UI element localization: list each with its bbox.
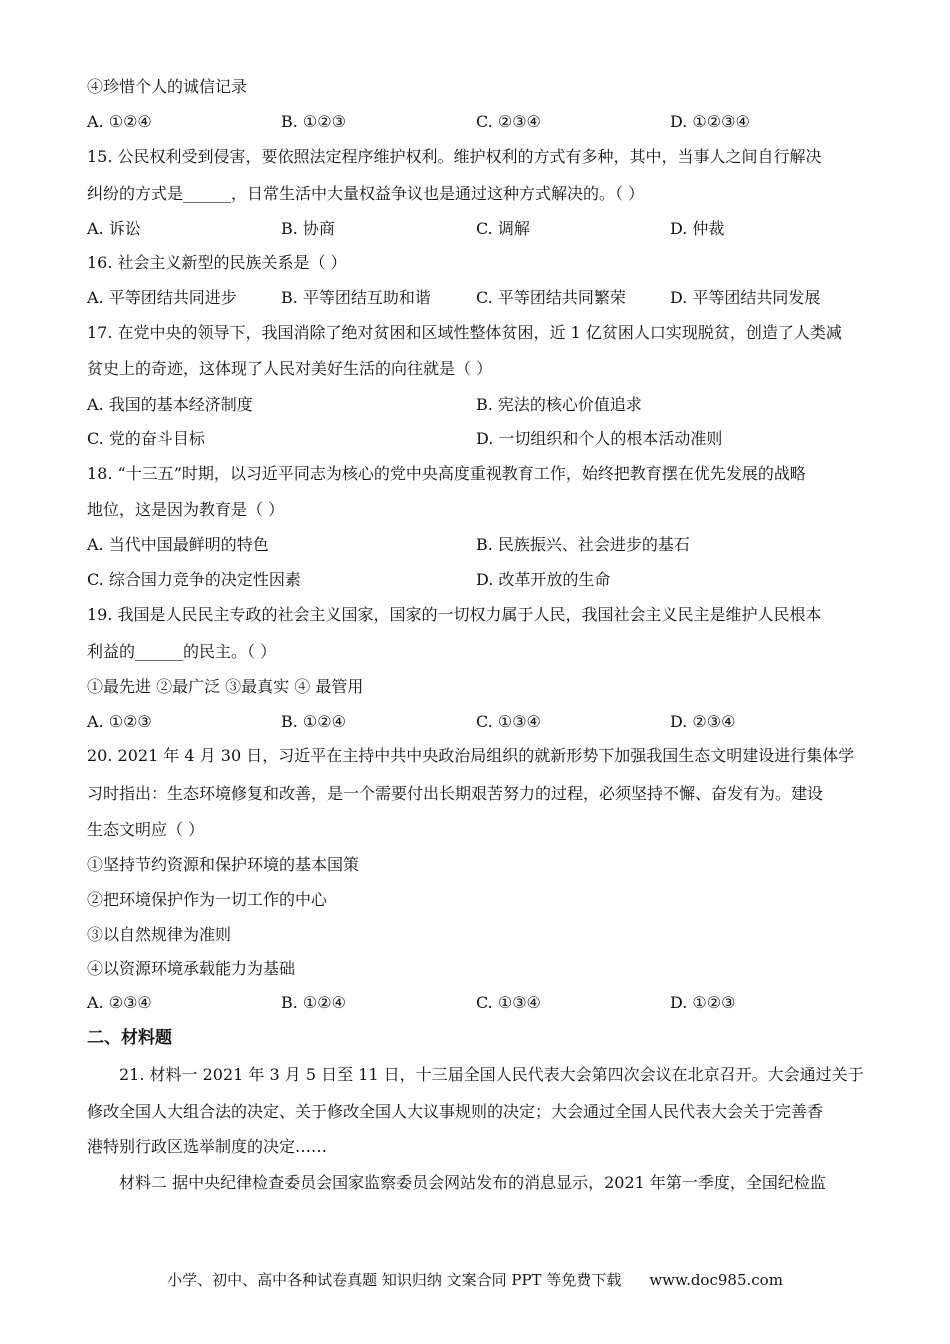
page-footer — [0, 1270, 950, 1290]
q19-options — [87, 711, 877, 733]
q18-option-a: A. 当代中国最鲜明的特色 — [87, 535, 269, 554]
q15-stem-line-1: 15. 公民权利受到侵害，要依照法定程序维护权利。维护权利的方式有多种，其中，当事人之间自行解决 — [87, 147, 822, 166]
q17-option-c: C. 党的奋斗目标 — [87, 429, 205, 448]
q18-options-row-1 — [87, 534, 877, 556]
q14-option-a: A. ①②④ — [87, 112, 152, 131]
q19-items: ①最先进 ②最广泛 ③最真实 ④ 最管用 — [87, 677, 364, 696]
q20-item-2: ②把环境保护作为一切工作的中心 — [87, 890, 328, 909]
q18-options-row-2 — [87, 569, 877, 591]
q20-option-c: C. ①③④ — [476, 993, 541, 1012]
q20-item-3: ③以自然规律为准则 — [87, 925, 232, 944]
q20-option-a: A. ②③④ — [87, 993, 152, 1012]
q19-option-c: C. ①③④ — [476, 712, 541, 731]
q21-material-2-line-1: 材料二 据中央纪律检查委员会国家监察委员会网站发布的消息显示，2021 年第一季度，全国纪检监 — [119, 1173, 826, 1192]
q17-option-a: A. 我国的基本经济制度 — [87, 395, 253, 414]
q16-option-c: C. 平等团结共同繁荣 — [476, 288, 626, 307]
q18-stem-line-2: 地位，这是因为教育是（ ） — [87, 500, 285, 519]
q20-stem-line-1: 20. 2021 年 4 月 30 日，习近平在主持中共中央政治局组织的就新形势下加强我国生态文明建设进行集体学 — [87, 746, 855, 765]
q20-item-1: ①坚持节约资源和保护环境的基本国策 — [87, 855, 360, 874]
q16-stem: 16. 社会主义新型的民族关系是（ ） — [87, 253, 347, 272]
q18-stem-line-1: 18. “十三五”时期，以习近平同志为核心的党中央高度重视教育工作，始终把教育摆在优先发展的战略 — [87, 464, 806, 483]
q14-option-c: C. ②③④ — [476, 112, 541, 131]
footer-text: 小学、初中、高中各种试卷真题 知识归纳 文案合同 PPT 等免费下载 — [167, 1271, 622, 1289]
q15-option-a: A. 诉讼 — [87, 219, 141, 238]
q19-stem-line-2: 利益的______的民主。（ ） — [87, 642, 277, 661]
q16-option-a: A. 平等团结共同进步 — [87, 288, 237, 307]
q17-stem-line-1: 17. 在党中央的领导下，我国消除了绝对贫困和区域性整体贫困，近 1 亿贫困人口实现脱贫，创造了人类减 — [87, 323, 842, 342]
q14-option-b: B. ①②③ — [281, 112, 346, 131]
q19-option-b: B. ①②④ — [281, 712, 346, 731]
section-heading-materials: 二、材料题 — [87, 1028, 172, 1048]
q20-stem-line-3: 生态文明应（ ） — [87, 820, 205, 839]
q16-option-d: D. 平等团结共同发展 — [670, 288, 821, 307]
q21-material-1-line-1: 21. 材料一 2021 年 3 月 5 日至 11 日，十三届全国人民代表大会第四次会议在北京召开。大会通过关于 — [119, 1065, 864, 1084]
q17-options-row-1 — [87, 394, 877, 416]
q21-material-1-line-2: 修改全国人大组合法的决定、关于修改全国人大议事规则的决定；大会通过全国人民代表大会关于完善香 — [87, 1102, 824, 1121]
q15-option-d: D. 仲裁 — [670, 219, 725, 238]
q16-option-b: B. 平等团结互助和谐 — [281, 288, 431, 307]
q19-option-d: D. ②③④ — [670, 712, 736, 731]
q16-options — [87, 287, 877, 309]
q20-option-d: D. ①②③ — [670, 993, 736, 1012]
q14-options — [87, 111, 877, 133]
q20-options — [87, 992, 877, 1014]
q20-option-b: B. ①②④ — [281, 993, 346, 1012]
q20-stem-line-2: 习时指出：生态环境修复和改善，是一个需要付出长期艰苦努力的过程，必须坚持不懈、奋发有为。建设 — [87, 784, 824, 803]
q19-option-a: A. ①②③ — [87, 712, 152, 731]
q17-stem-line-2: 贫史上的奇迹，这体现了人民对美好生活的向往就是（ ） — [87, 359, 493, 378]
q18-option-b: B. 民族振兴、社会进步的基石 — [476, 535, 690, 554]
q17-option-b: B. 宪法的核心价值追求 — [476, 395, 642, 414]
q17-options-row-2 — [87, 428, 877, 450]
q18-option-d: D. 改革开放的生命 — [476, 570, 611, 589]
footer-url[interactable]: www.doc985.com — [649, 1271, 783, 1289]
q15-option-b: B. 协商 — [281, 219, 335, 238]
q14-option-d: D. ①②③④ — [670, 112, 750, 131]
q15-option-c: C. 调解 — [476, 219, 530, 238]
q15-stem-line-2: 纠纷的方式是______，日常生活中大量权益争议也是通过这种方式解决的。（ ） — [87, 184, 645, 203]
q19-stem-line-1: 19. 我国是人民民主专政的社会主义国家，国家的一切权力属于人民，我国社会主义民主是维护人民根本 — [87, 605, 822, 624]
q14-item-4: ④珍惜个人的诚信记录 — [87, 77, 248, 96]
q20-item-4: ④以资源环境承载能力为基础 — [87, 959, 296, 978]
q15-options — [87, 218, 877, 240]
q17-option-d: D. 一切组织和个人的根本活动准则 — [476, 429, 723, 448]
q21-material-1-line-3: 港特别行政区选举制度的决定…… — [87, 1137, 328, 1156]
q18-option-c: C. 综合国力竞争的决定性因素 — [87, 570, 301, 589]
